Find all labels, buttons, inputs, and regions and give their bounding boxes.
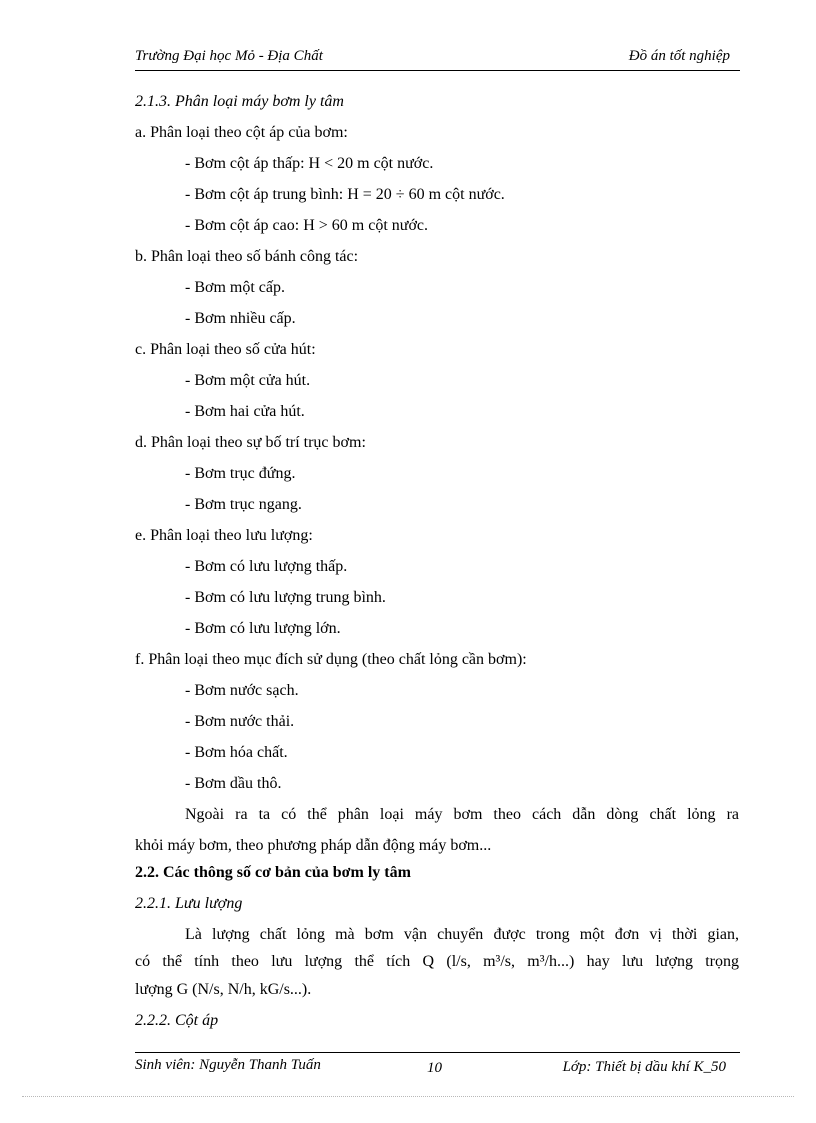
list-item: - Bơm nước thải. <box>185 713 295 730</box>
section-heading-2-2-1: 2.2.1. Lưu lượng <box>135 895 243 912</box>
list-item: - Bơm cột áp trung bình: H = 20 ÷ 60 m cột nước. <box>185 186 505 203</box>
list-heading-e: e. Phân loại theo lưu lượng: <box>135 527 313 544</box>
list-item: - Bơm có lưu lượng lớn. <box>185 620 341 637</box>
list-heading-f: f. Phân loại theo mục đích sử dụng (theo chất lỏng cần bơm): <box>135 651 527 668</box>
section-heading-2-2: 2.2. Các thông số cơ bản của bơm ly tâm <box>135 864 411 881</box>
list-item: - Bơm một cửa hút. <box>185 372 311 389</box>
list-item: - Bơm một cấp. <box>185 279 285 296</box>
page-number: 10 <box>427 1060 442 1076</box>
list-heading-c: c. Phân loại theo số cửa hút: <box>135 341 316 358</box>
list-item: - Bơm nhiều cấp. <box>185 310 296 327</box>
list-item: - Bơm dầu thô. <box>185 775 282 792</box>
paragraph-line: khỏi máy bơm, theo phương pháp dẫn động máy bơm... <box>135 837 492 854</box>
list-heading-b: b. Phân loại theo số bánh công tác: <box>135 248 359 265</box>
paragraph-line: Ngoài ra ta có thể phân loại máy bơm theo cách dẫn dòng chất lỏng ra <box>185 806 739 823</box>
page-footer <box>135 1052 740 1079</box>
list-heading-d: d. Phân loại theo sự bố trí trục bơm: <box>135 434 366 451</box>
section-heading-2-2-2: 2.2.2. Cột áp <box>135 1012 219 1029</box>
list-item: - Bơm trục ngang. <box>185 496 302 513</box>
list-item: - Bơm hóa chất. <box>185 744 288 761</box>
paragraph-line: có thể tính theo lưu lượng thể tích Q (l/s, m³/s, m³/h...) hay lưu lượng trọng <box>135 953 739 970</box>
list-item: - Bơm cột áp thấp: H < 20 m cột nước. <box>185 155 434 172</box>
list-item: - Bơm trục đứng. <box>185 465 296 482</box>
list-heading-a: a. Phân loại theo cột áp của bơm: <box>135 124 348 141</box>
header-doc-type: Đồ án tốt nghiệp <box>628 48 730 64</box>
paragraph-line: Là lượng chất lỏng mà bơm vận chuyển được trong một đơn vị thời gian, <box>185 926 739 943</box>
section-heading-2-1-3: 2.1.3. Phân loại máy bơm ly tâm <box>135 93 344 110</box>
list-item: - Bơm có lưu lượng trung bình. <box>185 589 386 606</box>
paragraph-line: lượng G (N/s, N/h, kG/s...). <box>135 981 312 998</box>
header-university: Trường Đại học Mỏ - Địa Chất <box>135 48 323 64</box>
list-item: - Bơm cột áp cao: H > 60 m cột nước. <box>185 217 429 234</box>
footer-student: Sinh viên: Nguyễn Thanh Tuấn <box>135 1057 321 1073</box>
page-header <box>135 48 740 71</box>
footer-class: Lớp: Thiết bị dầu khí K_50 <box>562 1059 726 1075</box>
page-bottom-divider <box>22 1096 794 1097</box>
list-item: - Bơm có lưu lượng thấp. <box>185 558 348 575</box>
list-item: - Bơm nước sạch. <box>185 682 299 699</box>
list-item: - Bơm hai cửa hút. <box>185 403 305 420</box>
